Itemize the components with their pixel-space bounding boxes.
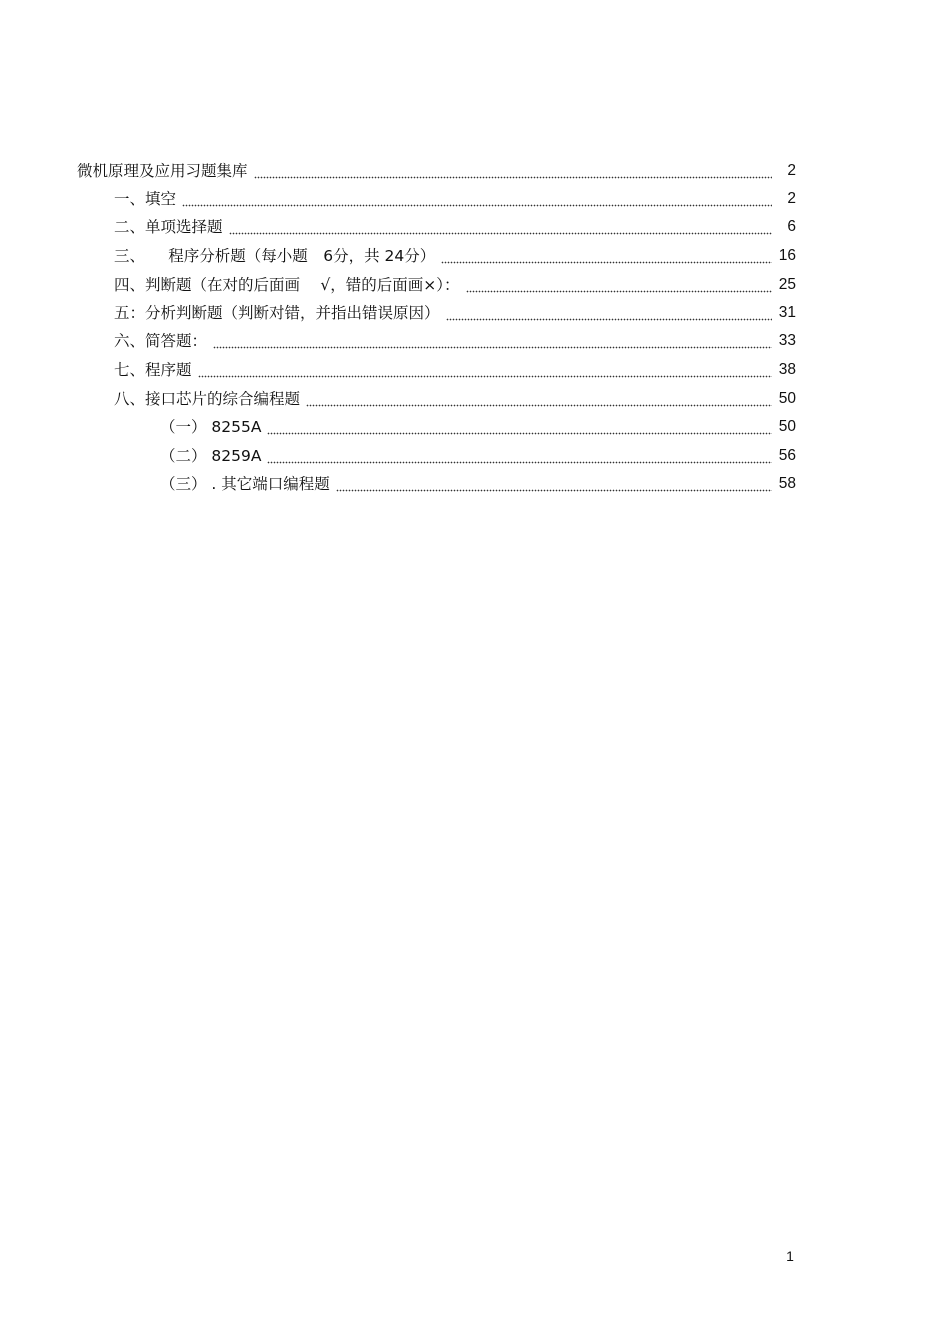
- toc-entry-text: 四、判断题（在对的后面画 √，错的后面画×）：: [114, 274, 466, 296]
- toc-dot-leader: [182, 188, 772, 210]
- toc-entry-page: 33: [778, 332, 796, 349]
- toc-entry-text: 三、 程序分析题（每小题 6分，共 24分）: [114, 245, 441, 267]
- toc-entry-8255a[interactable]: [160, 416, 796, 438]
- toc-entry-text: 七、程序题: [114, 359, 198, 381]
- toc-entry-text: 八、接口芯片的综合编程题: [114, 388, 306, 410]
- toc-entry-text: 微机原理及应用习题集库: [77, 160, 254, 182]
- toc-entry-text: （一） 8255A: [160, 416, 267, 438]
- toc-dot-leader: [213, 330, 772, 352]
- page-number: 1: [786, 1248, 794, 1264]
- toc-entry-page: 58: [778, 475, 796, 492]
- toc-entry-page: 50: [778, 390, 796, 407]
- toc-entry-page: 16: [778, 247, 796, 264]
- toc-entry-programming[interactable]: [114, 359, 796, 381]
- toc-entry-fill-in[interactable]: [114, 188, 796, 210]
- toc-dot-leader: [198, 359, 772, 381]
- toc-entry-page: 6: [787, 218, 796, 235]
- toc-entry-program-analysis[interactable]: [114, 245, 796, 267]
- toc-entry-true-false[interactable]: [114, 274, 796, 296]
- toc-entry-main-title[interactable]: [77, 160, 796, 182]
- toc-entry-page: 25: [778, 276, 796, 293]
- toc-dot-leader: [336, 473, 772, 495]
- toc-entry-other-ports[interactable]: [160, 473, 796, 495]
- toc-entry-text: 一、填空: [114, 188, 182, 210]
- toc-entry-text: （三） . 其它端口编程题: [160, 473, 336, 495]
- toc-entry-text: （二） 8259A: [160, 445, 267, 467]
- toc-entry-8259a[interactable]: [160, 445, 796, 467]
- toc-dot-leader: [466, 274, 772, 296]
- toc-dot-leader: [306, 388, 772, 410]
- toc-entry-page: 2: [787, 162, 796, 179]
- toc-entry-page: 31: [778, 304, 796, 321]
- toc-entry-single-choice[interactable]: [114, 216, 796, 238]
- toc-entry-short-answer[interactable]: [114, 330, 796, 352]
- toc-entry-interface-chips[interactable]: [114, 388, 796, 410]
- toc-entry-text: 五：分析判断题（判断对错，并指出错误原因）: [114, 302, 446, 324]
- toc-dot-leader: [267, 445, 772, 467]
- toc-dot-leader: [267, 416, 772, 438]
- toc-entry-text: 二、单项选择题: [114, 216, 229, 238]
- toc-entry-page: 38: [778, 361, 796, 378]
- toc-entry-page: 2: [787, 190, 796, 207]
- toc-dot-leader: [229, 216, 772, 238]
- toc-entry-page: 56: [778, 447, 796, 464]
- toc-dot-leader: [254, 160, 772, 182]
- toc-dot-leader: [446, 302, 772, 324]
- toc-dot-leader: [441, 245, 772, 267]
- toc-entry-page: 50: [778, 418, 796, 435]
- toc-entry-analysis-judgment[interactable]: [114, 302, 796, 324]
- toc-entry-text: 六、简答题：: [114, 330, 213, 352]
